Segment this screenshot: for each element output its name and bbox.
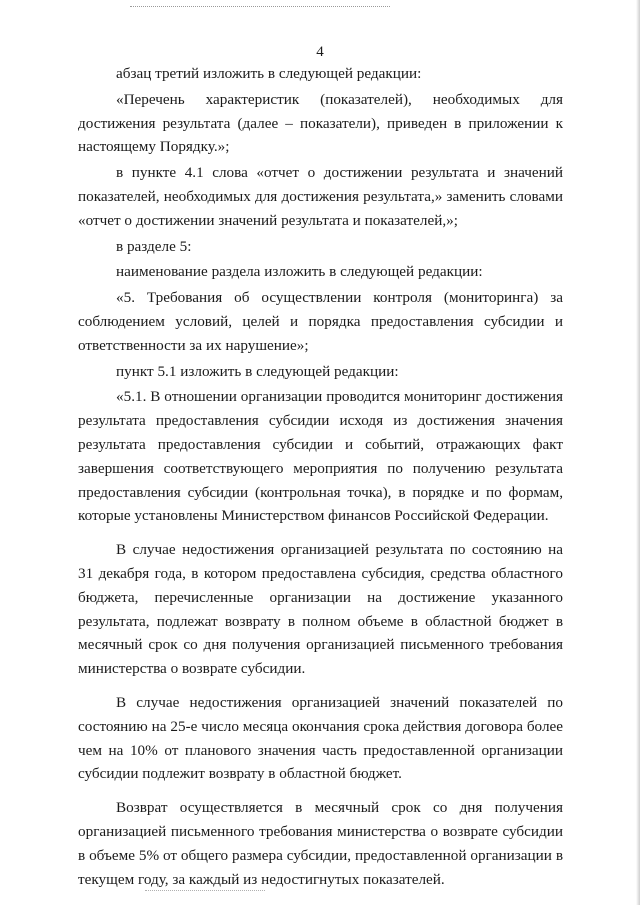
scan-top-edge: [130, 6, 390, 7]
paragraph-3: в пункте 4.1 слова «отчет о достижении результата и значений показателей, необходимых для достижения результата,» заменить словами «отчет о достижении значений результата и показателей,»;: [78, 164, 563, 229]
paragraph-2: «Перечень характеристик (показателей), необходимых для достижения результата (далее – показатели), приведен в приложении к настоящему Порядку.»;: [78, 90, 563, 156]
paragraph-10: В случае недостижения организацией значений показателей по состоянию на 25-е число месяца окончания срока действия договора более чем на 10% от планового значения часть предоставленной организации субсидии подлежит возврату в областной бюджет.: [78, 693, 563, 783]
page-number: 4: [316, 44, 324, 60]
paragraph-5: наименование раздела изложить в следующей редакции:: [116, 263, 483, 281]
paragraph-9: В случае недостижения организацией результата по состоянию на 31 декабря года, в котором предоставлена субсидия, средства областного бюджета, перечисленные организации на достижение указанного результата, подлежат возврату в полном объеме в областной бюджет в месячный срок со дня получения организацией письменного требования министерства о возврате субсидии.: [78, 541, 563, 678]
scan-right-edge: [636, 0, 640, 905]
paragraph-1: абзац третий изложить в следующей редакции:: [116, 65, 422, 82]
paragraph-4: в разделе 5:: [116, 237, 192, 255]
paragraph-7: пункт 5.1 изложить в следующей редакции:: [116, 362, 399, 380]
paragraph-11: Возврат осуществляется в месячный срок со дня получения организацией письменного требования министерства о возврате субсидии в объеме 5% от общего размера субсидии, предоставленной организации в текущем году, за каждый из недостигнутых показателей.: [78, 799, 563, 888]
document-body: [78, 62, 563, 891]
paragraph-8: «5.1. В отношении организации проводится мониторинг достижения результата предоставления субсидии исходя из достижения значения результата предоставления субсидии и событий, отражающих факт завершения соответствующего мероприятия по получению результата предоставления субсидии (контрольная точка), в порядке и по формам, которые установлены Министерством финансов Российской Федерации.: [78, 388, 563, 525]
paragraph-6: «5. Требования об осуществлении контроля (мониторинга) за соблюдением условий, целей и порядка предоставления субсидии и ответственности за их нарушение»;: [78, 289, 563, 354]
